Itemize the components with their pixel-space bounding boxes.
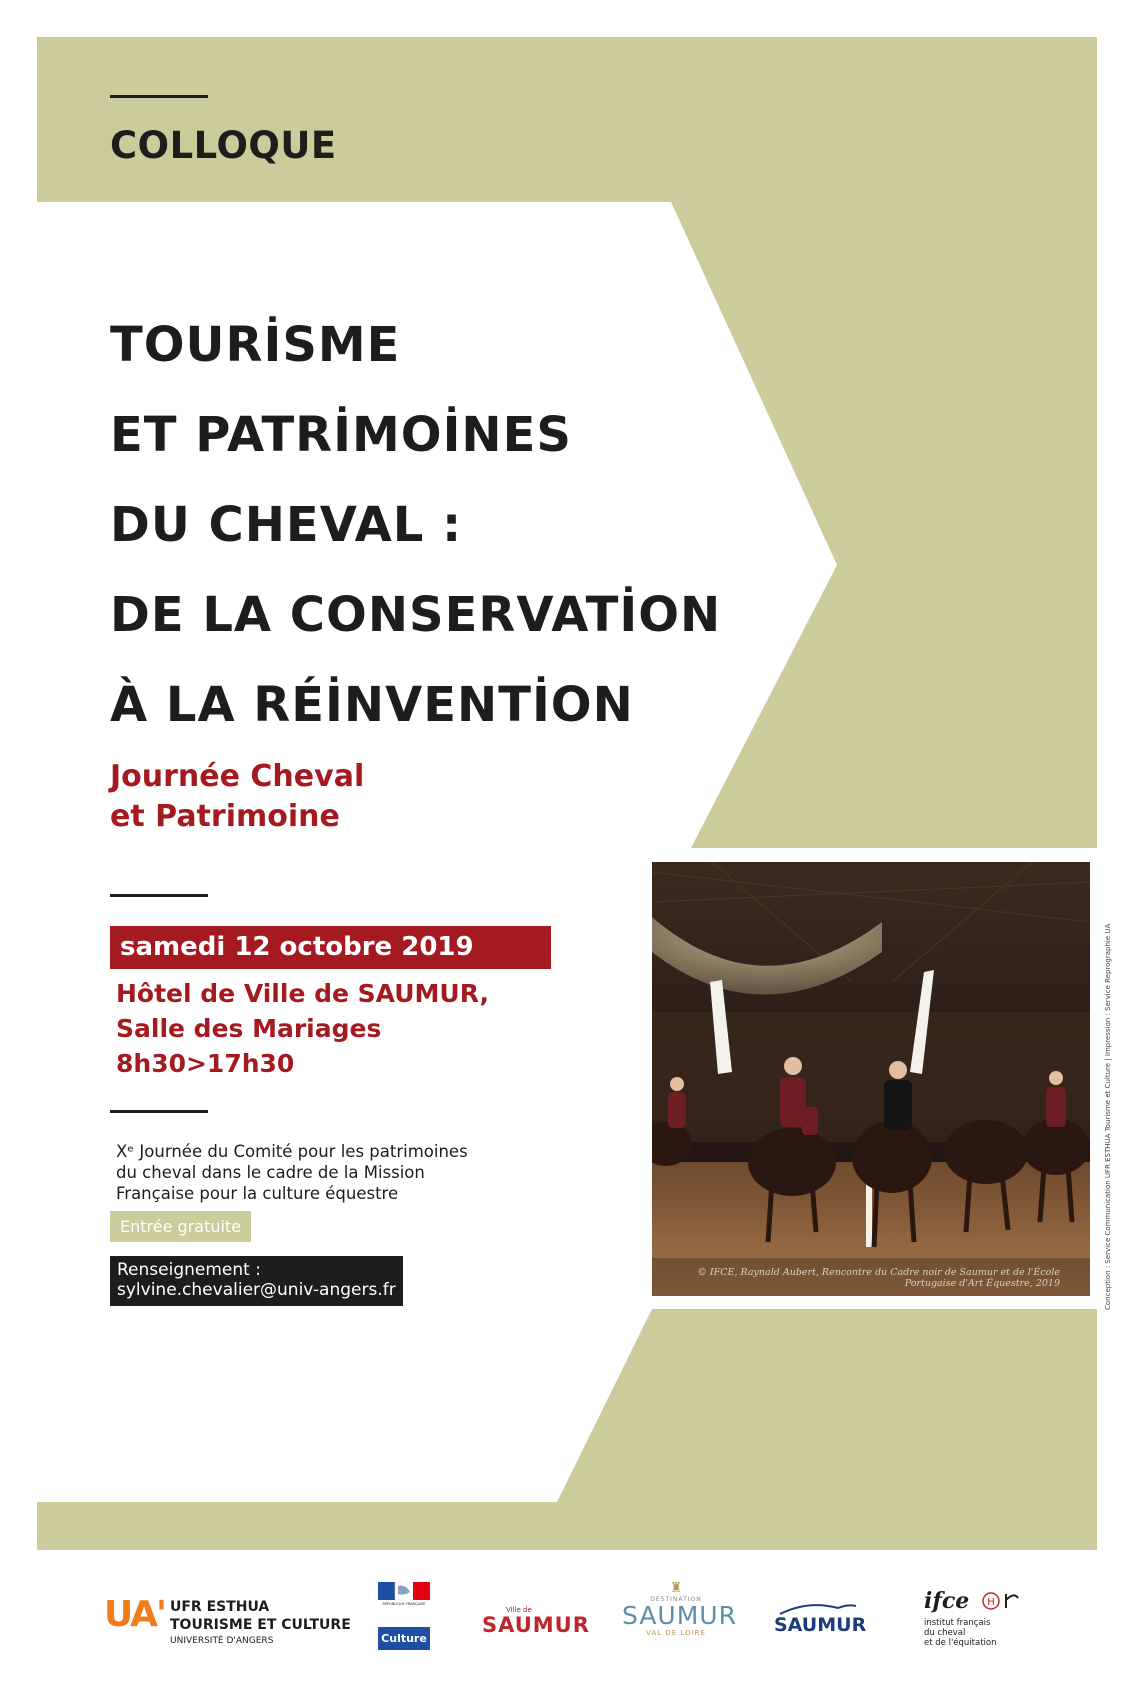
divider-top <box>110 95 208 98</box>
title-line: ET PATRİMOİNES <box>110 407 572 463</box>
subtitle-line: Journée Cheval <box>110 759 365 794</box>
saumur-wordmark: SAUMUR <box>482 1613 590 1637</box>
divider-middle <box>110 894 208 897</box>
side-credit: Conception : Service Communication UFR ESTHUA Tourisme et Culture | Impression : Service Reprographie UA <box>1104 923 1112 1310</box>
republique-francaise-culture-logo <box>378 1582 430 1650</box>
title-line: TOURİSME <box>110 317 401 373</box>
note-line: Française pour la culture équestre <box>116 1184 399 1203</box>
rf-text: RÉPUBLIQUE FRANÇAISE <box>382 1602 426 1606</box>
ua-line: UFR ESTHUA <box>170 1599 270 1615</box>
photo-credit: © IFCE, Raynald Aubert, Rencontre du Cadre noir de Saumur et de l'École Portugaise d'Art Équestre, 2019 <box>697 1267 1060 1289</box>
kicker-colloque: COLLOQUE <box>110 124 337 167</box>
date-banner: samedi 12 octobre 2019 <box>110 926 551 969</box>
venue-line: Salle des Mariages <box>116 1014 382 1043</box>
destination-label: DESTINATION <box>650 1596 702 1603</box>
contact-label: Renseignement : <box>117 1260 261 1280</box>
note-line: du cheval dans le cadre de la Mission <box>116 1163 425 1182</box>
ua-mark: UA' <box>104 1594 166 1635</box>
destination-sub: VAL DE LOIRE <box>646 1629 706 1637</box>
title-line: DE LA CONSERVATİON <box>110 587 722 643</box>
ifce-wordmark: ifce <box>924 1588 970 1614</box>
ifce-line: institut français <box>924 1618 991 1628</box>
ua-line: UNIVERSITÉ D'ANGERS <box>170 1636 274 1646</box>
note-line: Xᵉ Journée du Comité pour les patrimoines <box>116 1142 468 1161</box>
venue-line: Hôtel de Ville de SAUMUR, <box>116 979 489 1008</box>
subtitle-line: et Patrimoine <box>110 799 340 834</box>
culture-label: Culture <box>378 1627 430 1650</box>
ifce-emblem-icon <box>982 1590 1022 1612</box>
free-entry-badge: Entrée gratuite <box>110 1211 251 1242</box>
ifce-line: du cheval <box>924 1628 966 1638</box>
equestrian-photo <box>652 862 1090 1296</box>
title-line: À LA RÉİNVENTİON <box>110 677 634 733</box>
venue-line: 8h30>17h30 <box>116 1049 295 1078</box>
title-line: DU CHEVAL : <box>110 497 463 553</box>
subtitle <box>110 757 364 837</box>
khaki-panel-bottom <box>37 1309 1097 1550</box>
svg-text:H: H <box>987 1597 995 1608</box>
destination-saumur-logo <box>622 1580 737 1637</box>
destination-wordmark: SAUMUR <box>622 1601 737 1630</box>
event-note <box>116 1141 468 1204</box>
page-title <box>110 300 721 750</box>
divider-bottom <box>110 1110 208 1113</box>
ville-de-label: Ville de <box>506 1606 532 1614</box>
ua-line: TOURISME ET CULTURE <box>170 1617 351 1633</box>
saumur-blue-wordmark: SAUMUR <box>774 1614 867 1636</box>
marianne-icon <box>378 1582 430 1618</box>
contact-box <box>110 1256 403 1306</box>
venue-block <box>116 976 489 1081</box>
ifce-line: et de l'équitation <box>924 1638 997 1648</box>
crown-icon: ♜ <box>669 1580 683 1596</box>
contact-email[interactable]: sylvine.chevalier@univ-angers.fr <box>117 1280 396 1300</box>
